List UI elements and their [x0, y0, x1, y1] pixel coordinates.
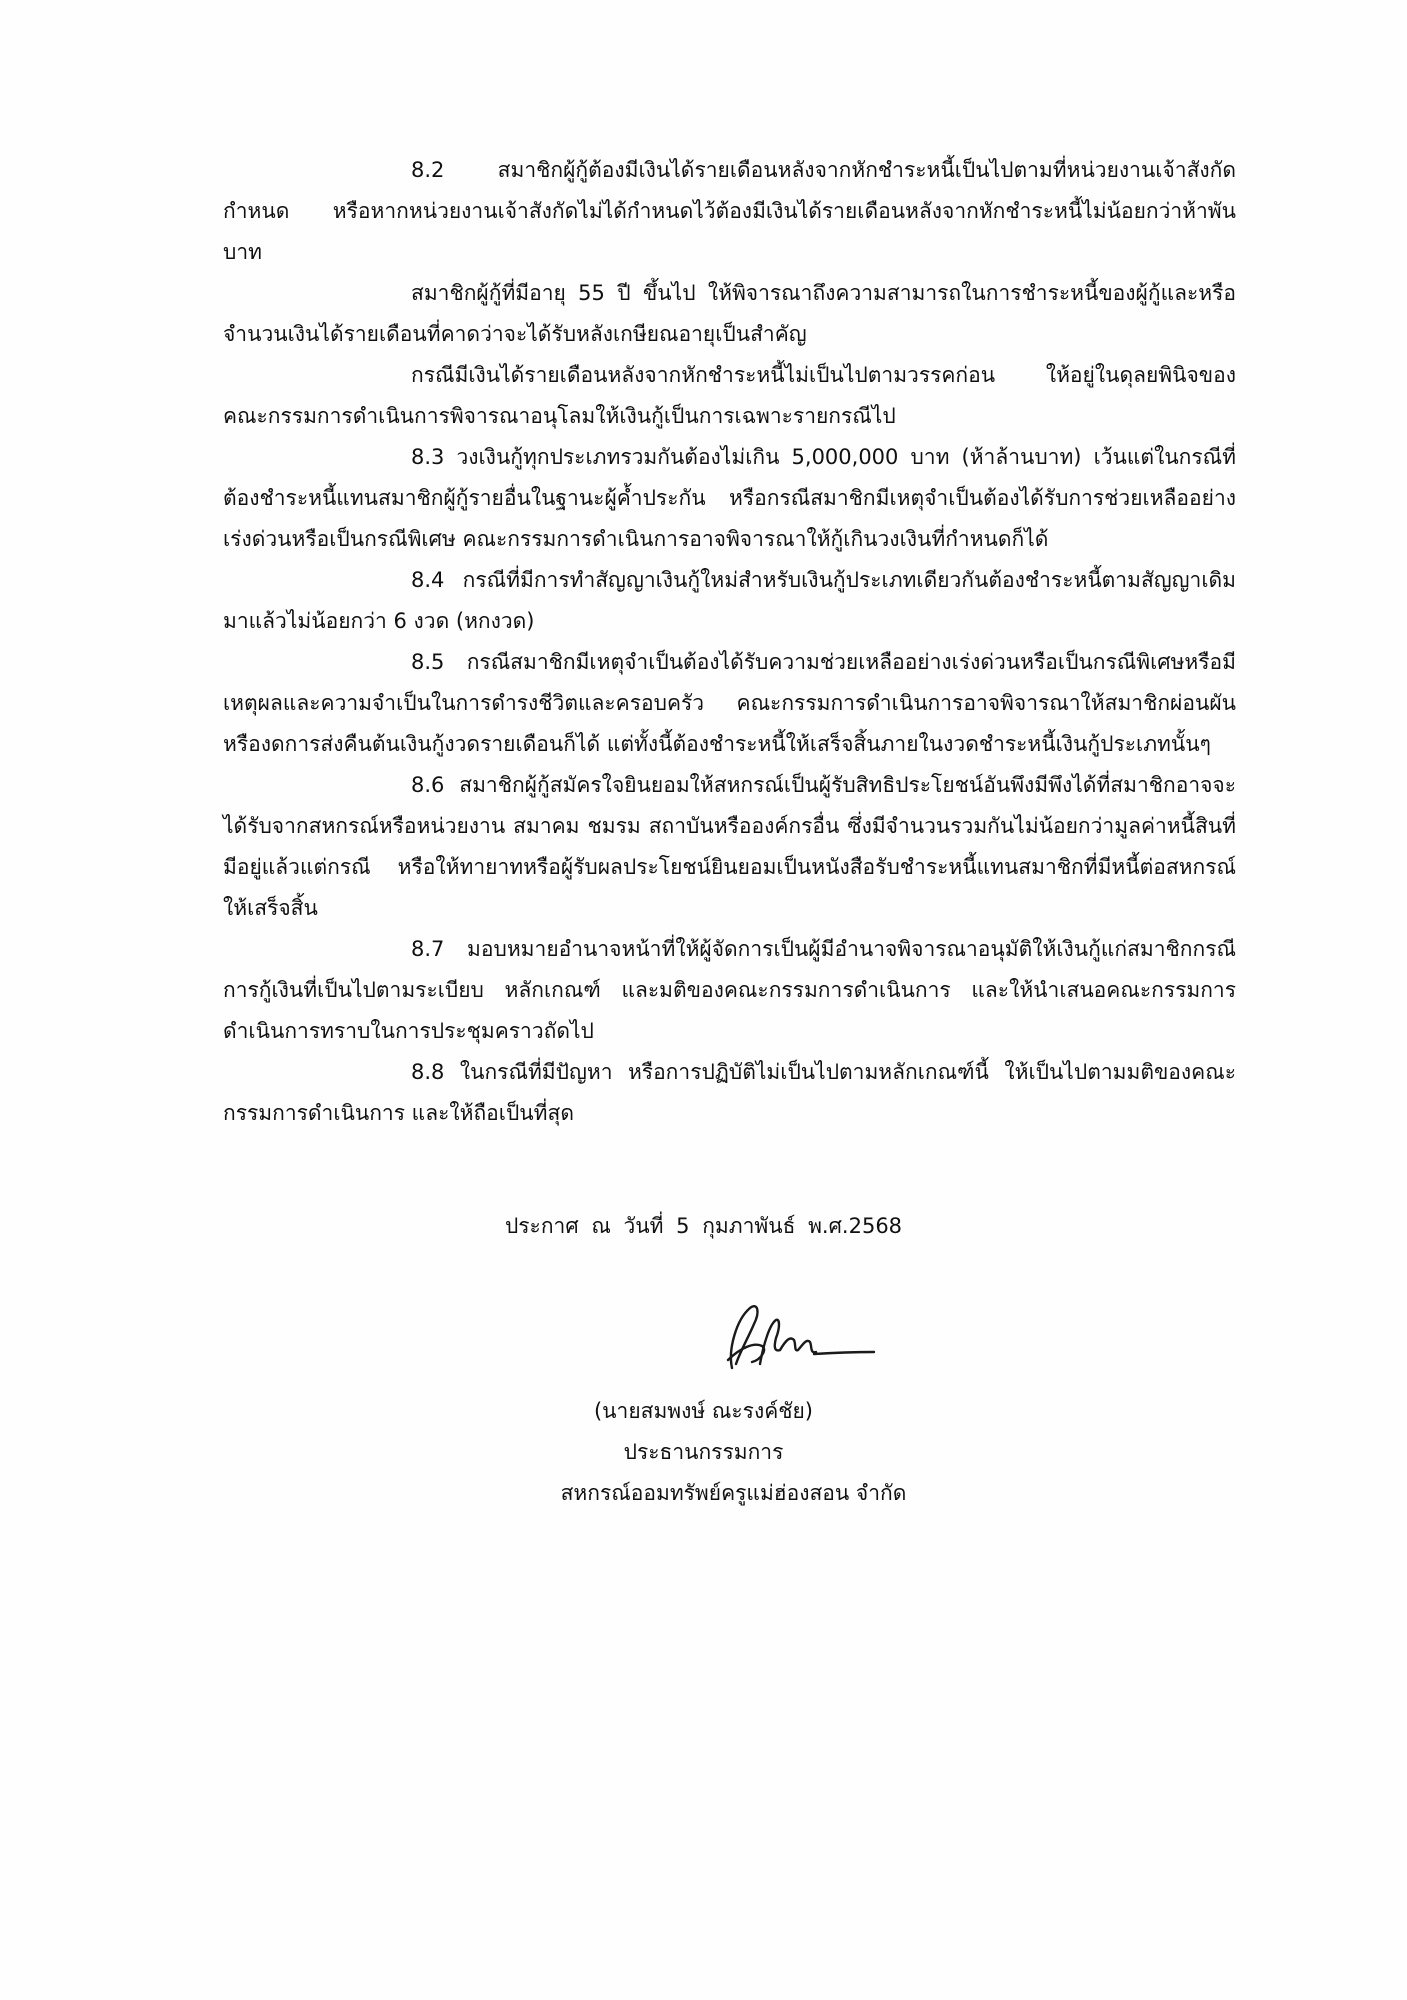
signer-name: (นายสมพงษ์ ณะรงค์ชัย)	[593, 1399, 813, 1423]
clause-8-2: 8.2 สมาชิกผู้กู้ต้องมีเงินได้รายเดือนหลังจากหักชำระหนี้เป็นไปตามที่หน่วยงานเจ้าสังกัดกำหนด หรือหากหน่วยงานเจ้าสังกัดไม่ได้กำหนดไว้ต้องมีเงินได้รายเดือนหลังจากหักชำระหนี้ไม่น้อยกว่าห้าพันบาท	[223, 158, 1236, 264]
signer-organization: สหกรณ์ออมทรัพย์ครูแม่ฮ่องสอน จำกัด	[560, 1481, 907, 1505]
clause-8-4: 8.4 กรณีที่มีการทำสัญญาเงินกู้ใหม่สำหรับเงินกู้ประเภทเดียวกันต้องชำระหนี้ตามสัญญาเดิมมาแล้วไม่น้อยกว่า 6 งวด (หกงวด)	[223, 568, 1236, 633]
clause-8-8: 8.8 ในกรณีที่มีปัญหา หรือการปฏิบัติไม่เป็นไปตามหลักเกณฑ์นี้ ให้เป็นไปตามมติของคณะกรรมการดำเนินการ และให้ถือเป็นที่สุด	[223, 1060, 1236, 1125]
document-body	[223, 150, 1236, 1134]
clause-8-2-age-note: สมาชิกผู้กู้ที่มีอายุ 55 ปี ขึ้นไป ให้พิจารณาถึงความสามารถในการชำระหนี้ของผู้กู้และหรือจำนวนเงินได้รายเดือนที่คาดว่าจะได้รับหลังเกษียณอายุเป็นสำคัญ	[223, 281, 1236, 346]
clause-8-5: 8.5 กรณีสมาชิกมีเหตุจำเป็นต้องได้รับความช่วยเหลืออย่างเร่งด่วนหรือเป็นกรณีพิเศษหรือมีเหตุผลและความจำเป็นในการดำรงชีวิตและครอบครัว คณะกรรมการดำเนินการอาจพิจารณาให้สมาชิกผ่อนผันหรืองดการส่งคืนต้นเงินกู้งวดรายเดือนก็ได้ แต่ทั้งนี้ต้องชำระหนี้ให้เสร็จสิ้นภายในงวดชำระหนี้เงินกู้ประเภทนั้นๆ	[223, 650, 1236, 756]
clause-8-6: 8.6 สมาชิกผู้กู้สมัครใจยินยอมให้สหกรณ์เป็นผู้รับสิทธิประโยชน์อันพึงมีพึงได้ที่สมาชิกอาจจะได้รับจากสหกรณ์หรือหน่วยงาน สมาคม ชมรม สถาบันหรือองค์กรอื่น ซึ่งมีจำนวนรวมกันไม่น้อยกว่ามูลค่าหนี้สินที่มีอยู่แล้วแต่กรณี หรือให้ทายาทหรือผู้รับผลประโยชน์ยินยอมเป็นหนังสือรับชำระหนี้แทนสมาชิกที่มีหนี้ต่อสหกรณ์ให้เสร็จสิ้น	[223, 773, 1236, 920]
handwritten-signature	[710, 1290, 880, 1380]
signature-block	[0, 1391, 1407, 1514]
announcement-date: ประกาศ ณ วันที่ 5 กุมภาพันธ์ พ.ศ.2568	[504, 1214, 903, 1238]
signer-position: ประธานกรรมการ	[623, 1440, 784, 1464]
clause-8-3: 8.3 วงเงินกู้ทุกประเภทรวมกันต้องไม่เกิน 5,000,000 บาท (ห้าล้านบาท) เว้นแต่ในกรณีที่ต้องชำระหนี้แทนสมาชิกผู้กู้รายอื่นในฐานะผู้ค้ำประกัน หรือกรณีสมาชิกมีเหตุจำเป็นต้องได้รับการช่วยเหลืออย่างเร่งด่วนหรือเป็นกรณีพิเศษ คณะกรรมการดำเนินการอาจพิจารณาให้กู้เกินวงเงินที่กำหนดก็ได้	[223, 445, 1236, 551]
clause-8-2-exception: กรณีมีเงินได้รายเดือนหลังจากหักชำระหนี้ไม่เป็นไปตามวรรคก่อน ให้อยู่ในดุลยพินิจของคณะกรรมการดำเนินการพิจารณาอนุโลมให้เงินกู้เป็นการเฉพาะรายกรณีไป	[223, 363, 1236, 428]
clause-8-7: 8.7 มอบหมายอำนาจหน้าที่ให้ผู้จัดการเป็นผู้มีอำนาจพิจารณาอนุมัติให้เงินกู้แก่สมาชิกกรณีการกู้เงินที่เป็นไปตามระเบียบ หลักเกณฑ์ และมติของคณะกรรมการดำเนินการ และให้นำเสนอคณะกรรมการดำเนินการทราบในการประชุมคราวถัดไป	[223, 937, 1236, 1043]
